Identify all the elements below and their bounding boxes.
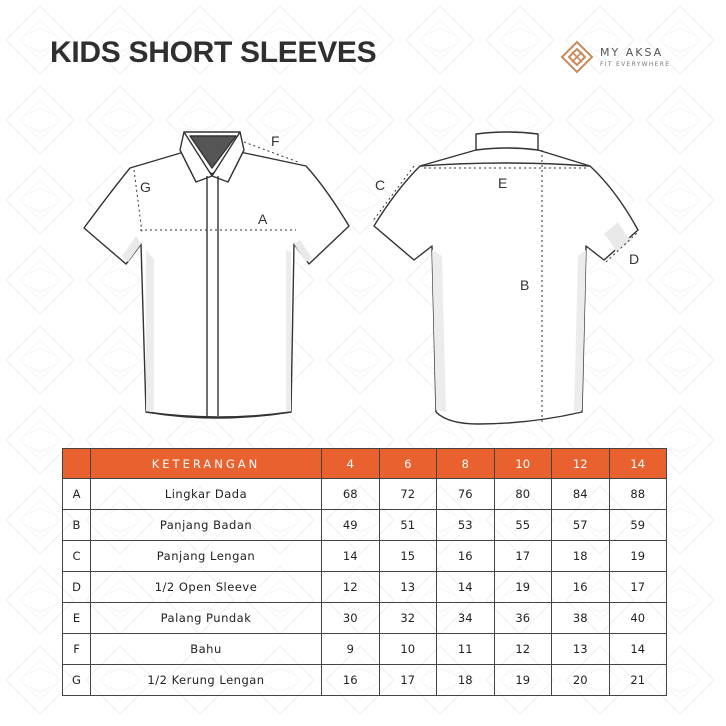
row-code: E [63, 603, 91, 634]
row-value: 80 [494, 479, 552, 510]
row-code: C [63, 541, 91, 572]
row-code: B [63, 510, 91, 541]
label-d: D [629, 251, 640, 267]
label-a: A [258, 211, 268, 227]
row-value: 84 [552, 479, 610, 510]
row-value: 16 [437, 541, 495, 572]
brand-name: MY AKSA [600, 46, 664, 59]
row-value: 53 [437, 510, 495, 541]
row-label: Bahu [91, 634, 322, 665]
row-value: 57 [552, 510, 610, 541]
row-value: 55 [494, 510, 552, 541]
row-value: 18 [552, 541, 610, 572]
row-code: F [63, 634, 91, 665]
row-code: G [63, 665, 91, 696]
row-value: 49 [322, 510, 380, 541]
row-code: A [63, 479, 91, 510]
row-value: 76 [437, 479, 495, 510]
row-value: 88 [609, 479, 667, 510]
row-value: 16 [322, 665, 380, 696]
header-size: 4 [322, 449, 380, 479]
row-label: Lingkar Dada [91, 479, 322, 510]
header-description: KETERANGAN [91, 449, 322, 479]
row-value: 9 [322, 634, 380, 665]
row-label: Palang Pundak [91, 603, 322, 634]
brand-tagline: FIT EVERYWHERE [600, 61, 671, 68]
row-value: 13 [379, 572, 437, 603]
table-row [63, 541, 667, 572]
row-value: 51 [379, 510, 437, 541]
row-value: 16 [552, 572, 610, 603]
row-value: 17 [494, 541, 552, 572]
row-value: 10 [379, 634, 437, 665]
row-value: 19 [609, 541, 667, 572]
row-value: 14 [609, 634, 667, 665]
table-row [63, 572, 667, 603]
row-value: 12 [494, 634, 552, 665]
page-title: KIDS SHORT SLEEVES [50, 36, 377, 69]
row-value: 32 [379, 603, 437, 634]
row-label: 1/2 Kerung Lengan [91, 665, 322, 696]
row-value: 19 [494, 665, 552, 696]
row-value: 20 [552, 665, 610, 696]
table-header-row [63, 449, 667, 479]
row-value: 68 [322, 479, 380, 510]
header-code-cell [63, 449, 91, 479]
header-size: 6 [379, 449, 437, 479]
table-row [63, 665, 667, 696]
row-code: D [63, 572, 91, 603]
row-value: 15 [379, 541, 437, 572]
row-value: 12 [322, 572, 380, 603]
label-c: C [375, 177, 386, 193]
table-row [63, 479, 667, 510]
row-label: 1/2 Open Sleeve [91, 572, 322, 603]
row-value: 34 [437, 603, 495, 634]
row-value: 19 [494, 572, 552, 603]
row-value: 59 [609, 510, 667, 541]
row-value: 30 [322, 603, 380, 634]
label-e: E [498, 175, 508, 191]
label-b: B [520, 277, 530, 293]
row-label: Panjang Badan [91, 510, 322, 541]
table-row [63, 510, 667, 541]
row-value: 11 [437, 634, 495, 665]
table-row [63, 634, 667, 665]
row-value: 17 [379, 665, 437, 696]
front-shirt-illustration [84, 132, 349, 418]
header-size: 8 [437, 449, 495, 479]
header-size: 10 [494, 449, 552, 479]
header-size: 14 [609, 449, 667, 479]
row-value: 18 [437, 665, 495, 696]
label-f: F [271, 133, 280, 149]
row-value: 72 [379, 479, 437, 510]
row-value: 17 [609, 572, 667, 603]
size-chart-table [62, 448, 667, 696]
row-value: 14 [322, 541, 380, 572]
row-value: 38 [552, 603, 610, 634]
header-size: 12 [552, 449, 610, 479]
label-g: G [140, 179, 151, 195]
table-row [63, 603, 667, 634]
row-value: 21 [609, 665, 667, 696]
row-value: 40 [609, 603, 667, 634]
row-value: 14 [437, 572, 495, 603]
row-label: Panjang Lengan [91, 541, 322, 572]
row-value: 36 [494, 603, 552, 634]
row-value: 13 [552, 634, 610, 665]
